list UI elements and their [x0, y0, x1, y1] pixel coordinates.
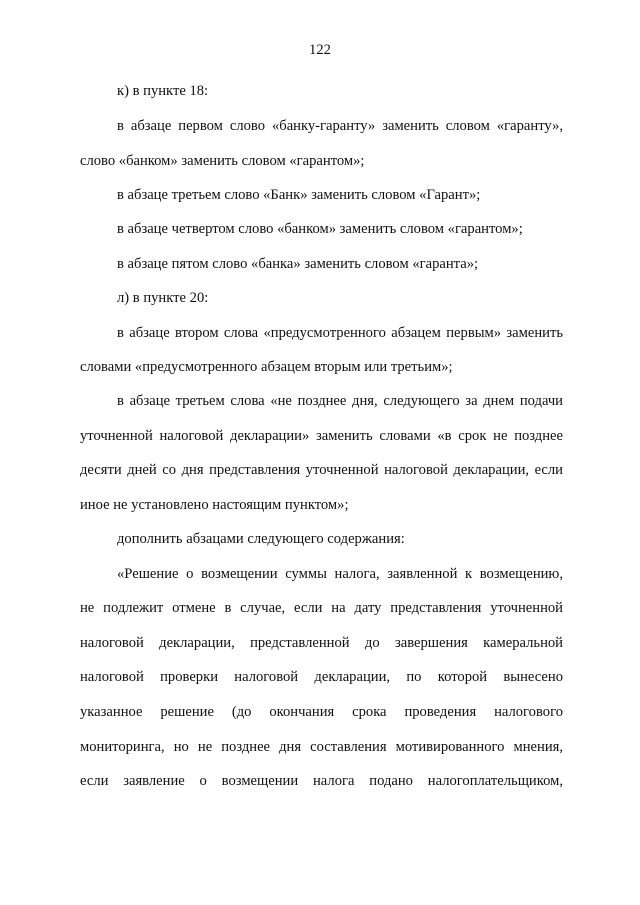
text-line: «Решение о возмещении суммы налога, заявленной к возмещению, — [117, 566, 563, 582]
text-line: указанное решение (до окончания срока проведения налогового — [80, 704, 563, 720]
text-line: иное не установлено настоящим пунктом»; — [80, 497, 349, 513]
text-line: не подлежит отмене в случае, если на дату представления уточненной — [80, 600, 563, 616]
text-line: десяти дней со дня представления уточненной налоговой декларации, если — [80, 462, 563, 478]
text-line: в абзаце пятом слово «банка» заменить словом «гаранта»; — [117, 256, 479, 272]
text-line: слово «банком» заменить словом «гарантом»; — [80, 153, 365, 169]
text-line: в абзаце первом слово «банку-гаранту» заменить словом «гаранту», — [117, 118, 563, 134]
text-line: дополнить абзацами следующего содержания: — [117, 531, 405, 547]
text-line: словами «предусмотренного абзацем вторым или третьим»; — [80, 359, 453, 375]
text-line: уточненной налоговой декларации» заменить словами «в срок не позднее — [80, 428, 563, 444]
text-line: если заявление о возмещении налога подано налогоплательщиком, — [80, 773, 563, 789]
page-number: 122 — [309, 42, 331, 58]
text-line: в абзаце третьем слова «не позднее дня, следующего за днем подачи — [117, 393, 563, 409]
text-line: в абзаце третьем слово «Банк» заменить словом «Гарант»; — [117, 187, 481, 203]
text-line: мониторинга, но не позднее дня составления мотивированного мнения, — [80, 739, 563, 755]
text-line: к) в пункте 18: — [117, 83, 209, 99]
text-line: в абзаце четвертом слово «банком» заменить словом «гарантом»; — [117, 221, 523, 237]
text-line: налоговой проверки налоговой декларации, по которой вынесено — [80, 669, 563, 685]
text-line: л) в пункте 20: — [117, 290, 209, 306]
text-line: в абзаце втором слова «предусмотренного абзацем первым» заменить — [117, 325, 563, 341]
text-line: налоговой декларации, представленной до завершения камеральной — [80, 635, 563, 651]
